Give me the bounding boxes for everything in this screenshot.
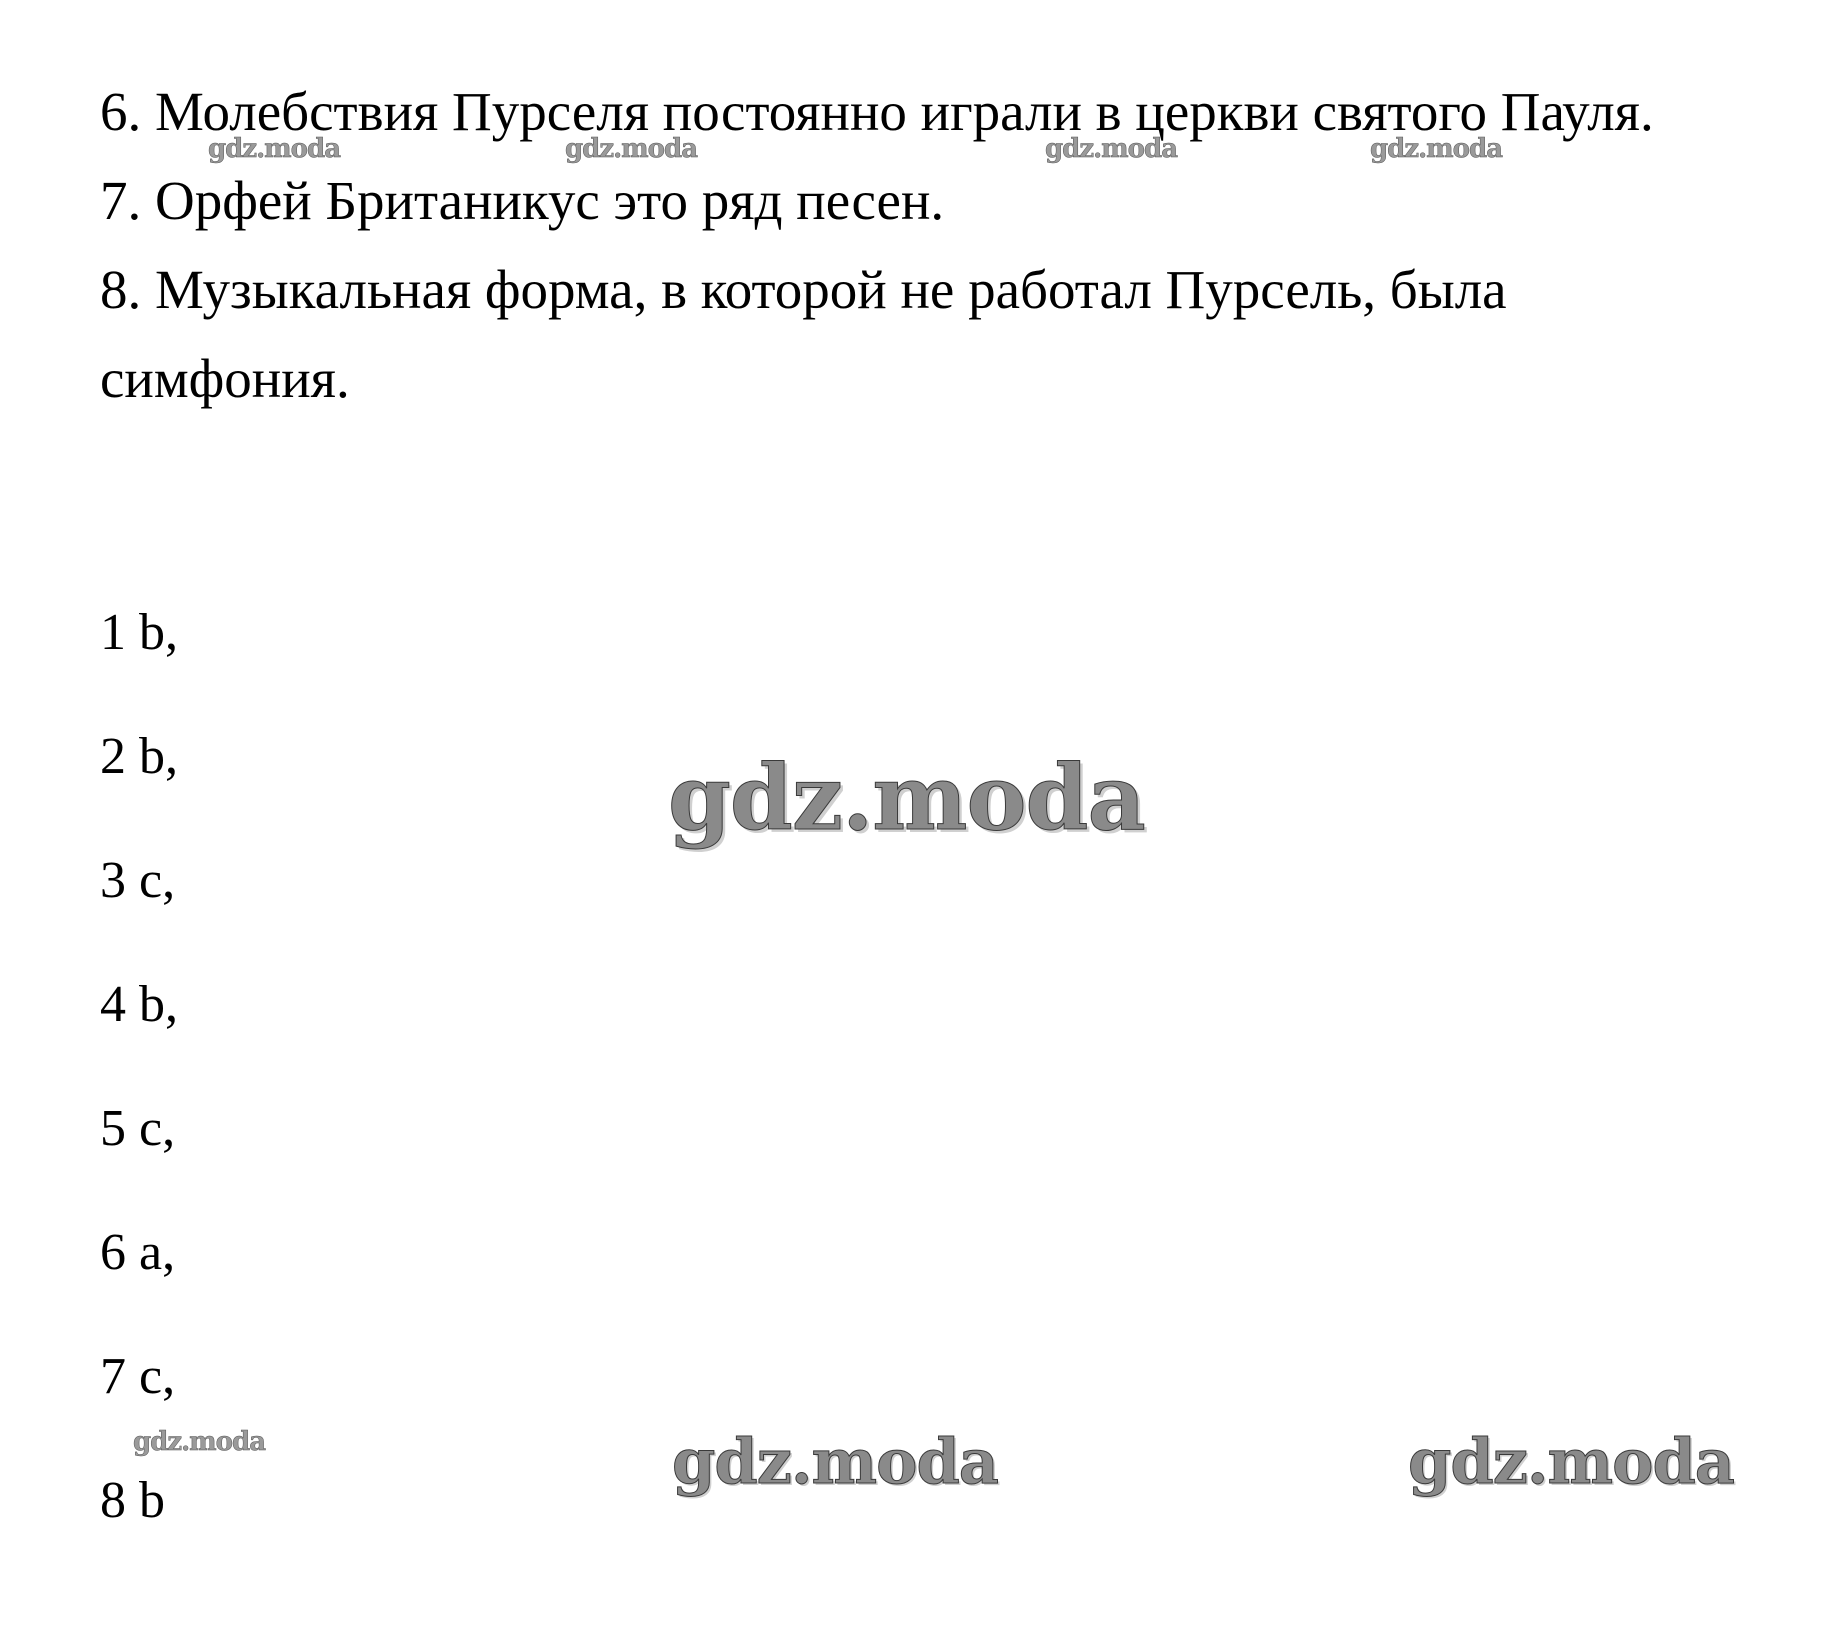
statement-7: 7. Орфей Британикус это ряд песен. [100,170,945,231]
watermark: gdz.moda [565,134,698,164]
watermark: gdz.moda [1045,134,1178,164]
answer-4: 4 b, [100,976,178,1033]
answer-8: 8 b [100,1472,165,1529]
answer-7: 7 c, [100,1348,176,1405]
answer-2: 2 b, [100,728,178,785]
answer-3: 3 c, [100,852,176,909]
answer-5: 5 c, [100,1100,176,1157]
watermark: gdz.moda [668,745,1145,851]
answer-6: 6 a, [100,1224,176,1281]
statement-6: 6. Молебствия Пурселя постоянно играли в церкви святого Пауля. [100,81,1654,142]
watermark: gdz.moda [1408,1425,1734,1498]
statement-8: 8. Музыкальная форма, в которой не работал Пурсель, была [100,259,1507,320]
watermark: gdz.moda [672,1425,998,1498]
statement-8-continuation: симфония. [100,348,350,409]
watermark: gdz.moda [1370,134,1503,164]
watermark: gdz.moda [208,134,341,164]
watermark: gdz.moda [133,1427,266,1457]
answer-1: 1 b, [100,604,178,661]
